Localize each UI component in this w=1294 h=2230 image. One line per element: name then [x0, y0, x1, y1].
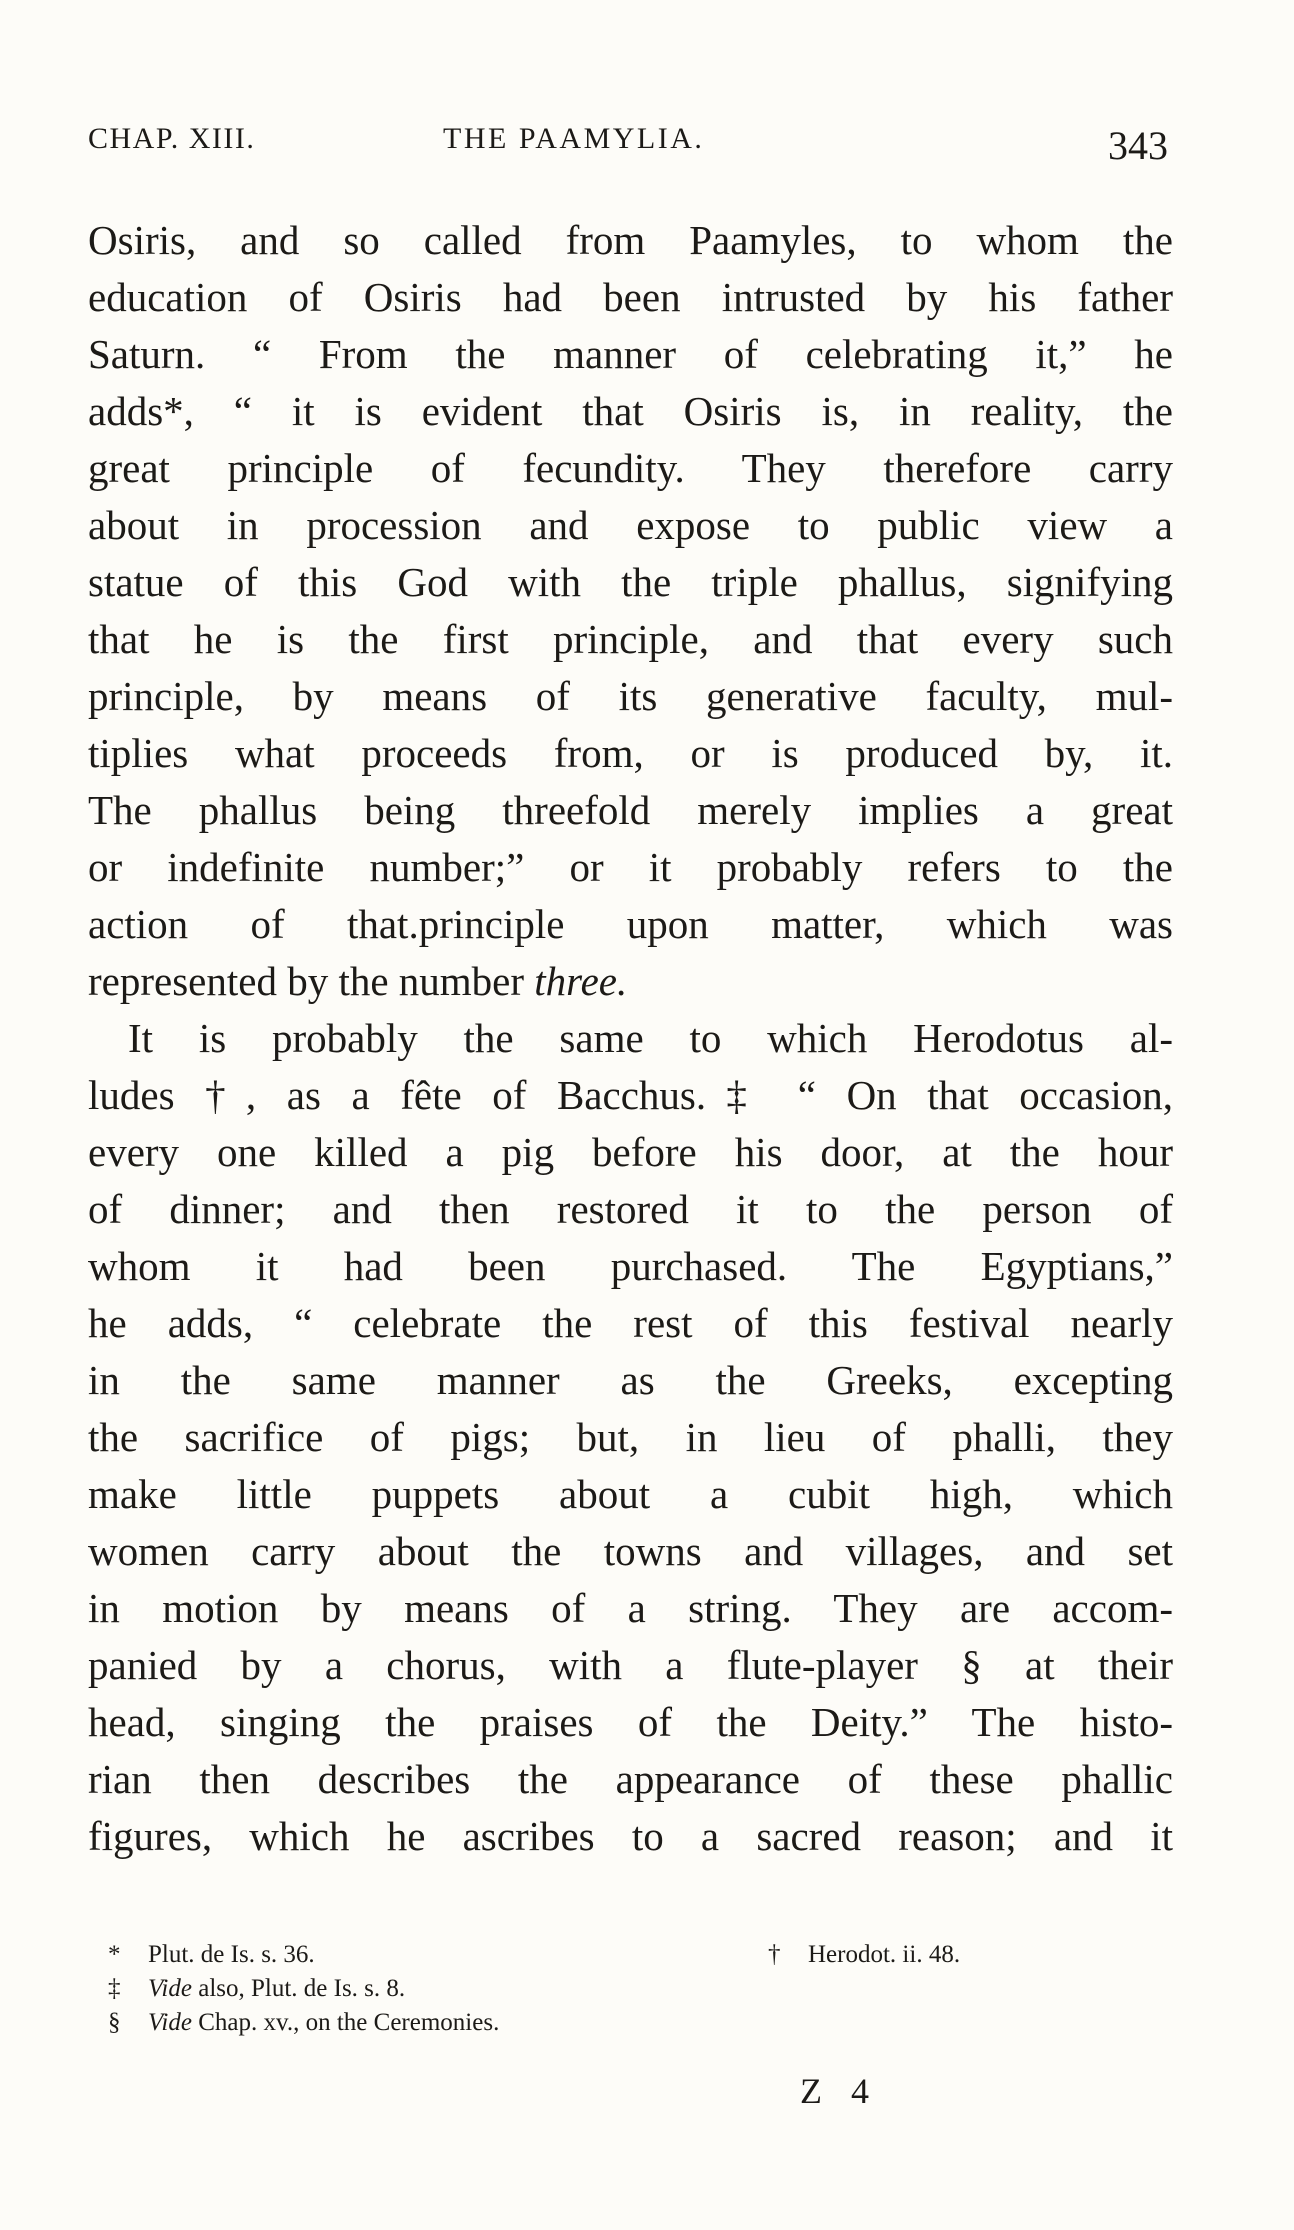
footnote-text: Herodot. ii. 48.	[808, 1941, 961, 1968]
footnote-text: Chap. xv., on the Ceremonies.	[191, 2009, 500, 2036]
text-line: every one killed a pig before his door, at the hour	[88, 1129, 1173, 1175]
text-line: or indefinite number;” or it probably refers to the	[88, 844, 1173, 890]
signature-mark: Z 4	[800, 2071, 879, 2111]
text-line: The phallus being threefold merely implies a great	[88, 787, 1173, 833]
italic-word: three.	[534, 958, 628, 1004]
text-line: figures, which he ascribes to a sacred reason; and it	[88, 1813, 1173, 1859]
footnote-text: also, Plut. de Is. s. 8.	[191, 1975, 406, 2002]
footnote	[768, 1938, 960, 1972]
text-line: great principle of fecundity. They therefore carry	[88, 445, 1173, 491]
text-line: that he is the first principle, and that every such	[88, 616, 1173, 662]
text-line: action of that.principle upon matter, which was	[88, 901, 1173, 947]
text-line: the sacrifice of pigs; but, in lieu of phalli, they	[88, 1414, 1173, 1460]
text-line: about in procession and expose to public view a	[88, 502, 1173, 548]
chapter-label: CHAP. XIII.	[88, 122, 256, 155]
text-line: head, singing the praises of the Deity.” The histo-	[88, 1699, 1173, 1745]
text-line: whom it had been purchased. The Egyptians,”	[88, 1243, 1173, 1289]
paragraph-start-line: It is probably the same to which Herodotus al-	[128, 1015, 1173, 1061]
text-line: panied by a chorus, with a flute-player § at their	[88, 1642, 1173, 1688]
text-line: of dinner; and then restored it to the person of	[88, 1186, 1173, 1232]
running-title: THE PAAMYLIA.	[443, 122, 705, 155]
footnote-italic: Vide	[148, 2009, 192, 2036]
text-line	[88, 953, 1173, 1010]
footnote-symbol: §	[108, 2009, 121, 2036]
page-number: 343	[1108, 123, 1168, 168]
text-line: rian then describes the appearance of these phallic	[88, 1756, 1173, 1802]
footnote	[108, 2006, 1088, 2040]
footnotes	[108, 1938, 1088, 2040]
text-line: adds*, “ it is evident that Osiris is, in reality, the	[88, 388, 1173, 434]
footnote-symbol: †	[768, 1941, 781, 1968]
footnote	[108, 1972, 1088, 2006]
text-line: women carry about the towns and villages, and set	[88, 1528, 1173, 1574]
running-header	[88, 122, 1168, 172]
text-line: ludes †, as a fête of Bacchus.‡ “ On that occasion,	[88, 1072, 1173, 1118]
text-span: represented by the number	[88, 958, 525, 1004]
text-line: in the same manner as the Greeks, excepting	[88, 1357, 1173, 1403]
text-line: principle, by means of its generative faculty, mul-	[88, 673, 1173, 719]
text-line: statue of this God with the triple phallus, signifying	[88, 559, 1173, 605]
text-line: in motion by means of a string. They are accom-	[88, 1585, 1173, 1631]
text-line: Osiris, and so called from Paamyles, to whom the	[88, 217, 1173, 263]
footnote-symbol: ‡	[108, 1975, 121, 2002]
footnote-italic: Vide	[148, 1975, 192, 2002]
text-line: education of Osiris had been intrusted by his father	[88, 274, 1173, 320]
footnote-text: Plut. de Is. s. 36.	[148, 1941, 315, 1968]
text-line: he adds, “ celebrate the rest of this festival nearly	[88, 1300, 1173, 1346]
footnote-symbol: *	[108, 1941, 121, 1968]
text-line: Saturn. “ From the manner of celebrating it,” he	[88, 331, 1173, 377]
text-line: make little puppets about a cubit high, which	[88, 1471, 1173, 1517]
body-text	[88, 212, 1173, 1865]
footnote	[108, 1938, 1088, 1972]
text-line: tiplies what proceeds from, or is produced by, it.	[88, 730, 1173, 776]
